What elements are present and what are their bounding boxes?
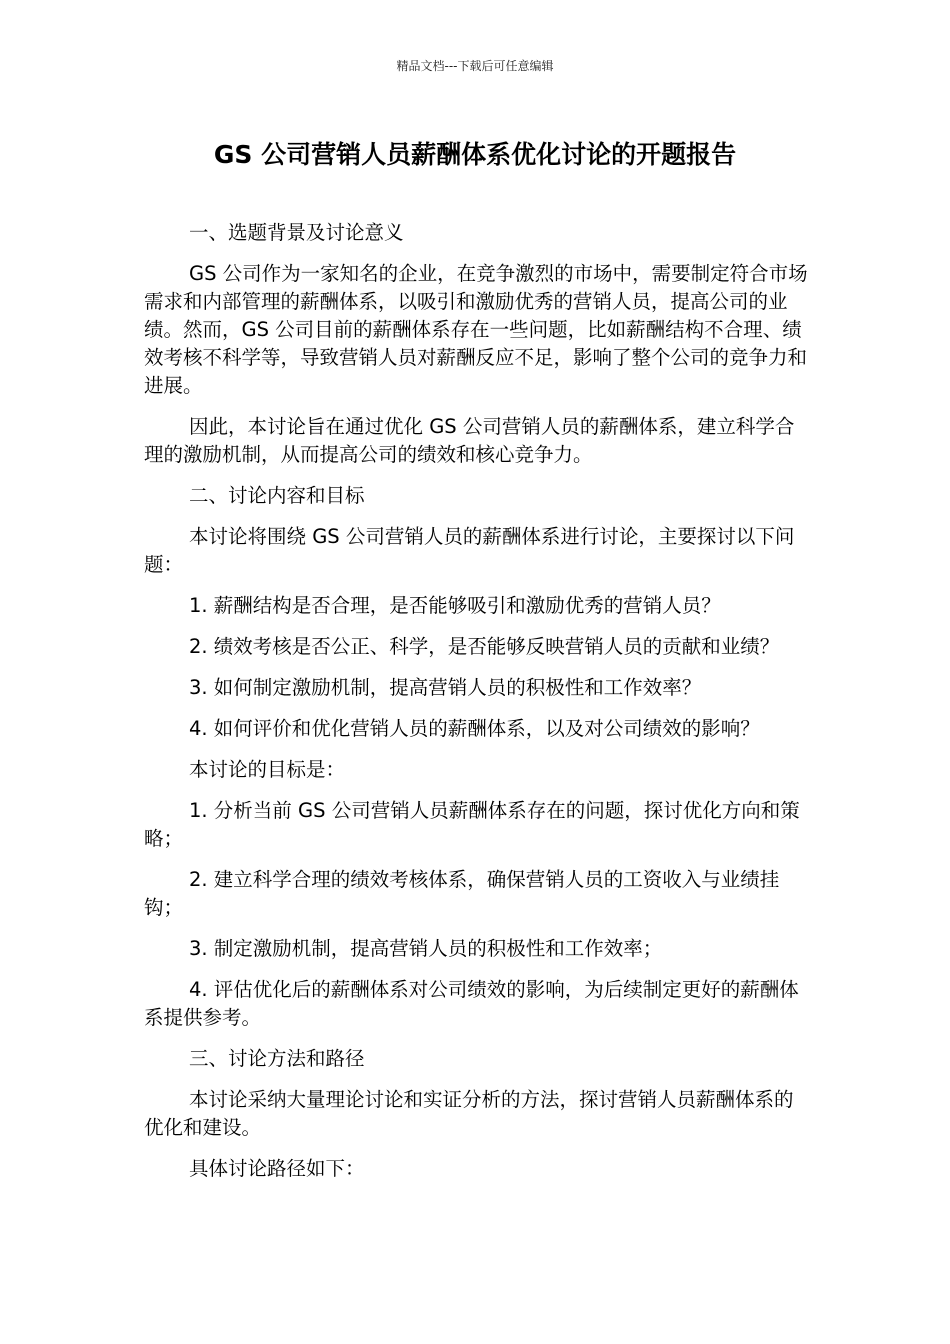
question-item-3: 3. 如何制定激励机制，提高营销人员的积极性和工作效率？: [189, 676, 702, 699]
question-item-4: 4. 如何评价和优化营销人员的薪酬体系，以及对公司绩效的影响？: [189, 717, 760, 740]
header-note: 精品文档---下载后可任意编辑: [396, 59, 554, 73]
section-heading-methods: 三、讨论方法和路径: [189, 1047, 365, 1070]
question-item-2: 2. 绩效考核是否公正、科学，是否能够反映营销人员的贡献和业绩？: [189, 635, 780, 658]
paragraph-content-intro: 本讨论将围绕 GS 公司营销人员的薪酬体系进行讨论，主要探讨以下问题：: [144, 525, 795, 576]
paragraph-path-intro: 具体讨论路径如下：: [189, 1157, 365, 1180]
goal-item-1: 1. 分析当前 GS 公司营销人员薪酬体系存在的问题，探讨优化方向和策略；: [144, 799, 800, 850]
goal-item-4: 4. 评估优化后的薪酬体系对公司绩效的影响，为后续制定更好的薪酬体系提供参考。: [144, 978, 799, 1029]
paragraph-methods: 本讨论采纳大量理论讨论和实证分析的方法，探讨营销人员薪酬体系的优化和建设。: [144, 1088, 794, 1139]
paragraph-purpose: 因此，本讨论旨在通过优化 GS 公司营销人员的薪酬体系，建立科学合理的激励机制，从而提高公司的绩效和核心竞争力。: [144, 415, 795, 466]
section-heading-background: 一、选题背景及讨论意义: [189, 221, 404, 244]
goal-item-2: 2. 建立科学合理的绩效考核体系，确保营销人员的工资收入与业绩挂钩；: [144, 868, 780, 919]
goals-intro: 本讨论的目标是：: [189, 758, 346, 781]
document-body: [144, 219, 810, 1196]
document-title: GS 公司营销人员薪酬体系优化讨论的开题报告: [213, 140, 737, 169]
goal-item-3: 3. 制定激励机制，提高营销人员的积极性和工作效率；: [189, 937, 663, 960]
section-heading-content-goals: 二、讨论内容和目标: [189, 484, 365, 507]
question-item-1: 1. 薪酬结构是否合理，是否能够吸引和激励优秀的营销人员？: [189, 594, 721, 617]
paragraph-background: GS 公司作为一家知名的企业，在竞争激烈的市场中，需要制定符合市场需求和内部管理的薪酬体系，以吸引和激励优秀的营销人员，提高公司的业绩。然而，GS 公司目前的薪酬体系存在一些问题，比如薪酬结构不合理、绩效考核不科学等，导致营销人员对薪酬反应不足，影响了整个公司的竞争力和进展。: [144, 262, 808, 397]
